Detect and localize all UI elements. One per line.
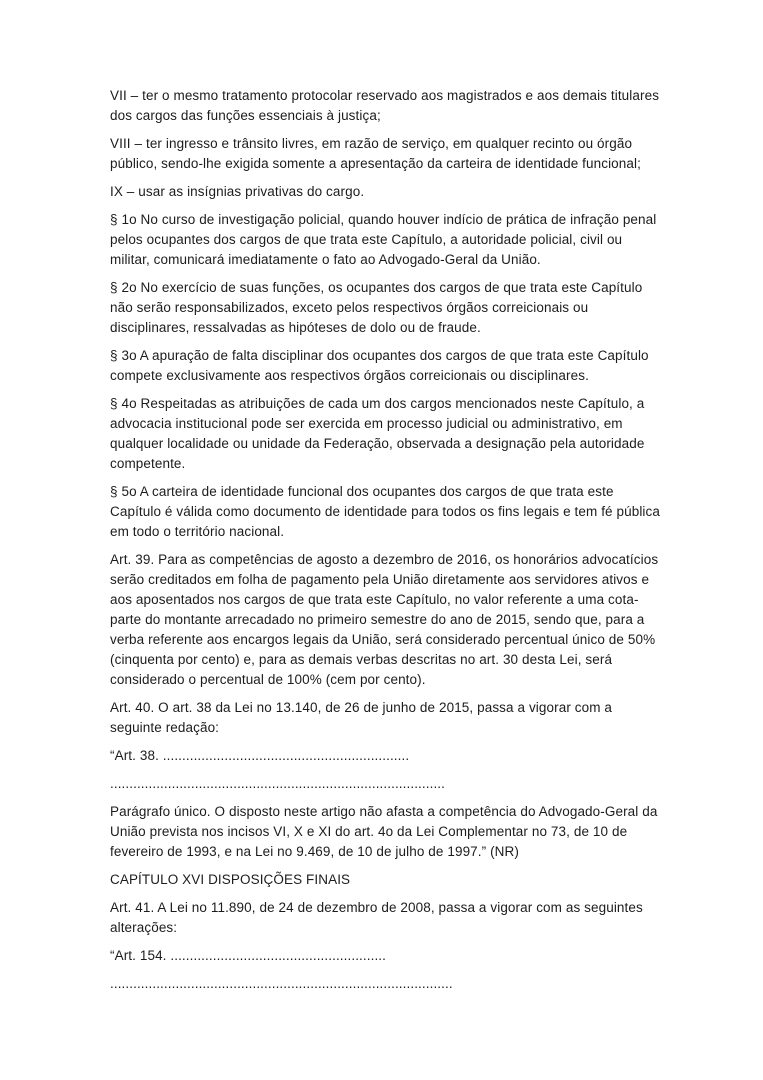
paragraph: Art. 39. Para as competências de agosto a dezembro de 2016, os honorários advocatícios serão creditados em folha de pagamento pela União diretamente aos servidores ativos e aos aposentados nos cargos de que trata este Capítulo, no valor referente a uma cota-parte do montante arrecadado no primeiro semestre do ano de 2015, sendo que, para a verba referente aos encargos legais da União, será considerado percentual único de 50% (cinquenta por cento) e, para as demais verbas descritas no art. 30 desta Lei, será considerado o percentual de 100% (cem por cento). bbox=[110, 552, 659, 687]
document-body bbox=[110, 86, 662, 1002]
paragraph: Parágrafo único. O disposto neste artigo não afasta a competência do Advogado-Geral da União prevista nos incisos VI, X e XI do art. 4o da Lei Complementar no 73, de 10 de fevereiro de 1993, e na Lei no 9.469, de 10 de julho de 1997.” (NR) bbox=[110, 804, 658, 859]
paragraph: § 4o Respeitadas as atribuições de cada um dos cargos mencionados neste Capítulo, a advocacia institucional pode ser exercida em processo judicial ou administrativo, em qualquer localidade ou unidade da Federação, observada a designação pela autoridade competente. bbox=[110, 396, 645, 471]
paragraph: “Art. 154. ........................................................ bbox=[110, 948, 387, 963]
paragraph: § 1o No curso de investigação policial, quando houver indício de prática de infração penal pelos ocupantes dos cargos de que trata este Capítulo, a autoridade policial, civil ou militar, comunicará imediatamente o fato ao Advogado-Geral da União. bbox=[110, 212, 657, 267]
paragraph: Art. 40. O art. 38 da Lei no 13.140, de 26 de junho de 2015, passa a vigorar com a seguinte redação: bbox=[110, 700, 613, 735]
paragraph: VIII – ter ingresso e trânsito livres, em razão de serviço, em qualquer recinto ou órgão público, sendo-lhe exigida somente a apresentação da carteira de identidade funcional; bbox=[110, 136, 641, 171]
paragraph: IX – usar as insígnias privativas do cargo. bbox=[110, 184, 365, 199]
paragraph: CAPÍTULO XVI DISPOSIÇÕES FINAIS bbox=[110, 872, 351, 887]
paragraph: ....................................................................................... bbox=[110, 776, 446, 791]
paragraph: VII – ter o mesmo tratamento protocolar reservado aos magistrados e aos demais titulares dos cargos das funções essenciais à justiça; bbox=[110, 88, 660, 123]
paragraph: ......................................................................................... bbox=[110, 976, 453, 991]
paragraph: § 5o A carteira de identidade funcional dos ocupantes dos cargos de que trata este Capítulo é válida como documento de identidade para todos os fins legais e tem fé pública em todo o território nacional. bbox=[110, 484, 660, 539]
paragraph: § 3o A apuração de falta disciplinar dos ocupantes dos cargos de que trata este Capítulo compete exclusivamente aos respectivos órgãos correicionais ou disciplinares. bbox=[110, 348, 649, 383]
paragraph: Art. 41. A Lei no 11.890, de 24 de dezembro de 2008, passa a vigorar com as seguintes alterações: bbox=[110, 900, 643, 935]
paragraph: § 2o No exercício de suas funções, os ocupantes dos cargos de que trata este Capítulo não serão responsabilizados, exceto pelos respectivos órgãos correicionais ou disciplinares, ressalvadas as hipóteses de dolo ou de fraude. bbox=[110, 280, 643, 335]
paragraph: “Art. 38. ................................................................ bbox=[110, 748, 410, 763]
